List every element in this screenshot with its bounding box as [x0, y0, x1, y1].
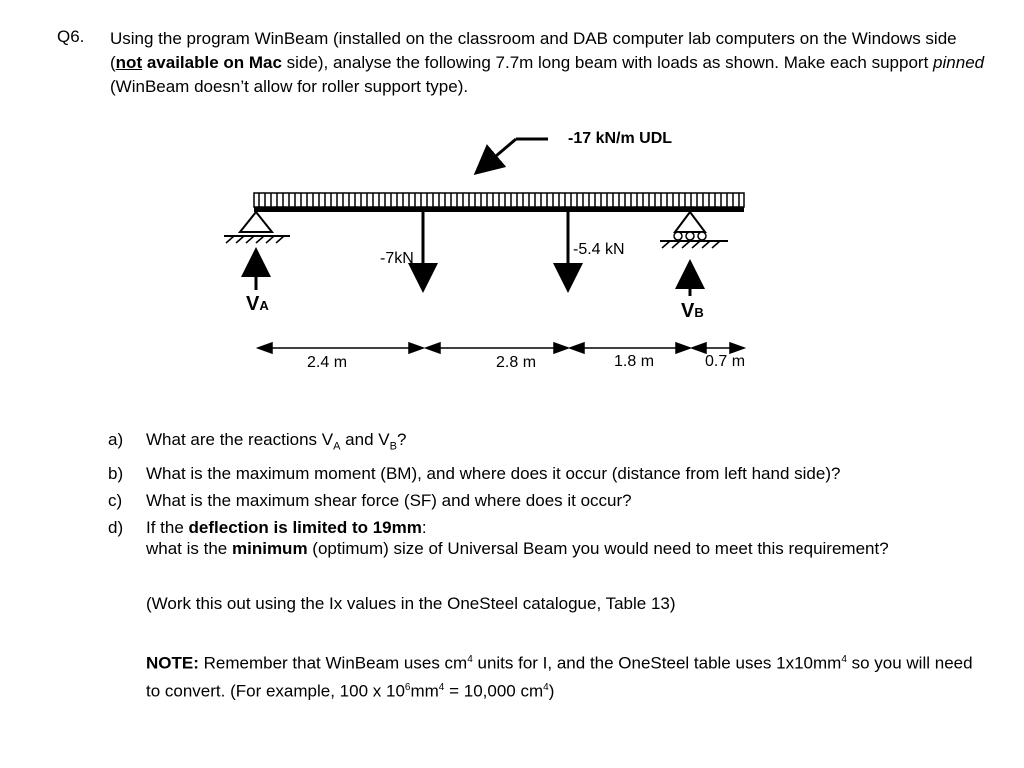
reaction-a-label: VA [246, 293, 269, 315]
udl-band [254, 193, 744, 207]
reaction-b-label: VB [681, 300, 704, 322]
udl-label: -17 kN/m UDL [568, 130, 673, 147]
question-number: Q6. [57, 27, 85, 46]
question-item: a) What are the reactions $V_A$ and $V_B$? [108, 430, 407, 453]
support-a [224, 212, 290, 290]
question-list [108, 426, 840, 541]
question-item: c) What is the maximum shear force (SF) and where does it occur? [108, 491, 632, 511]
dim-1-label: 2.4 m [307, 354, 348, 371]
dim-4-label: 0.7 m [705, 353, 746, 370]
load-2-label: -5.4 kN [573, 241, 625, 258]
dim-3-label: 1.8 m [614, 353, 655, 370]
support-b [660, 212, 728, 296]
question-item: b) What is the maximum moment (BM), and where does it occur (distance from left hand side)? [108, 464, 841, 484]
load-1-label: -7kN [380, 250, 414, 267]
note-paragraph: NOTE: Remember that WinBeam uses $cm^4$ units for I, and the OneSteel table uses $1x10mm^4$ so you will need to convert. (For example, 100 x $10^6mm^4 = 10,000$ $cm^4$) [146, 653, 973, 701]
question-item: d) If the deflection is limited to 19mm: [108, 518, 427, 538]
dim-2-label: 2.8 m [496, 354, 537, 371]
work-note: (Work this out using the Ix values in the OneSteel catalogue, Table 13) [146, 594, 676, 613]
question-intro: Using the program WinBeam (installed on the classroom and DAB computer lab computers on the Windows side (not available on Mac side), analyse the following 7.7m long beam with loads as shown. Make each support pinned (WinBeam doesn’t allow for roller support type). [110, 29, 985, 96]
followup-question: what is the minimum (optimum) size of Universal Beam you would need to meet this requirement? [146, 539, 889, 558]
beam [254, 207, 744, 212]
dimension-lines [258, 343, 744, 353]
